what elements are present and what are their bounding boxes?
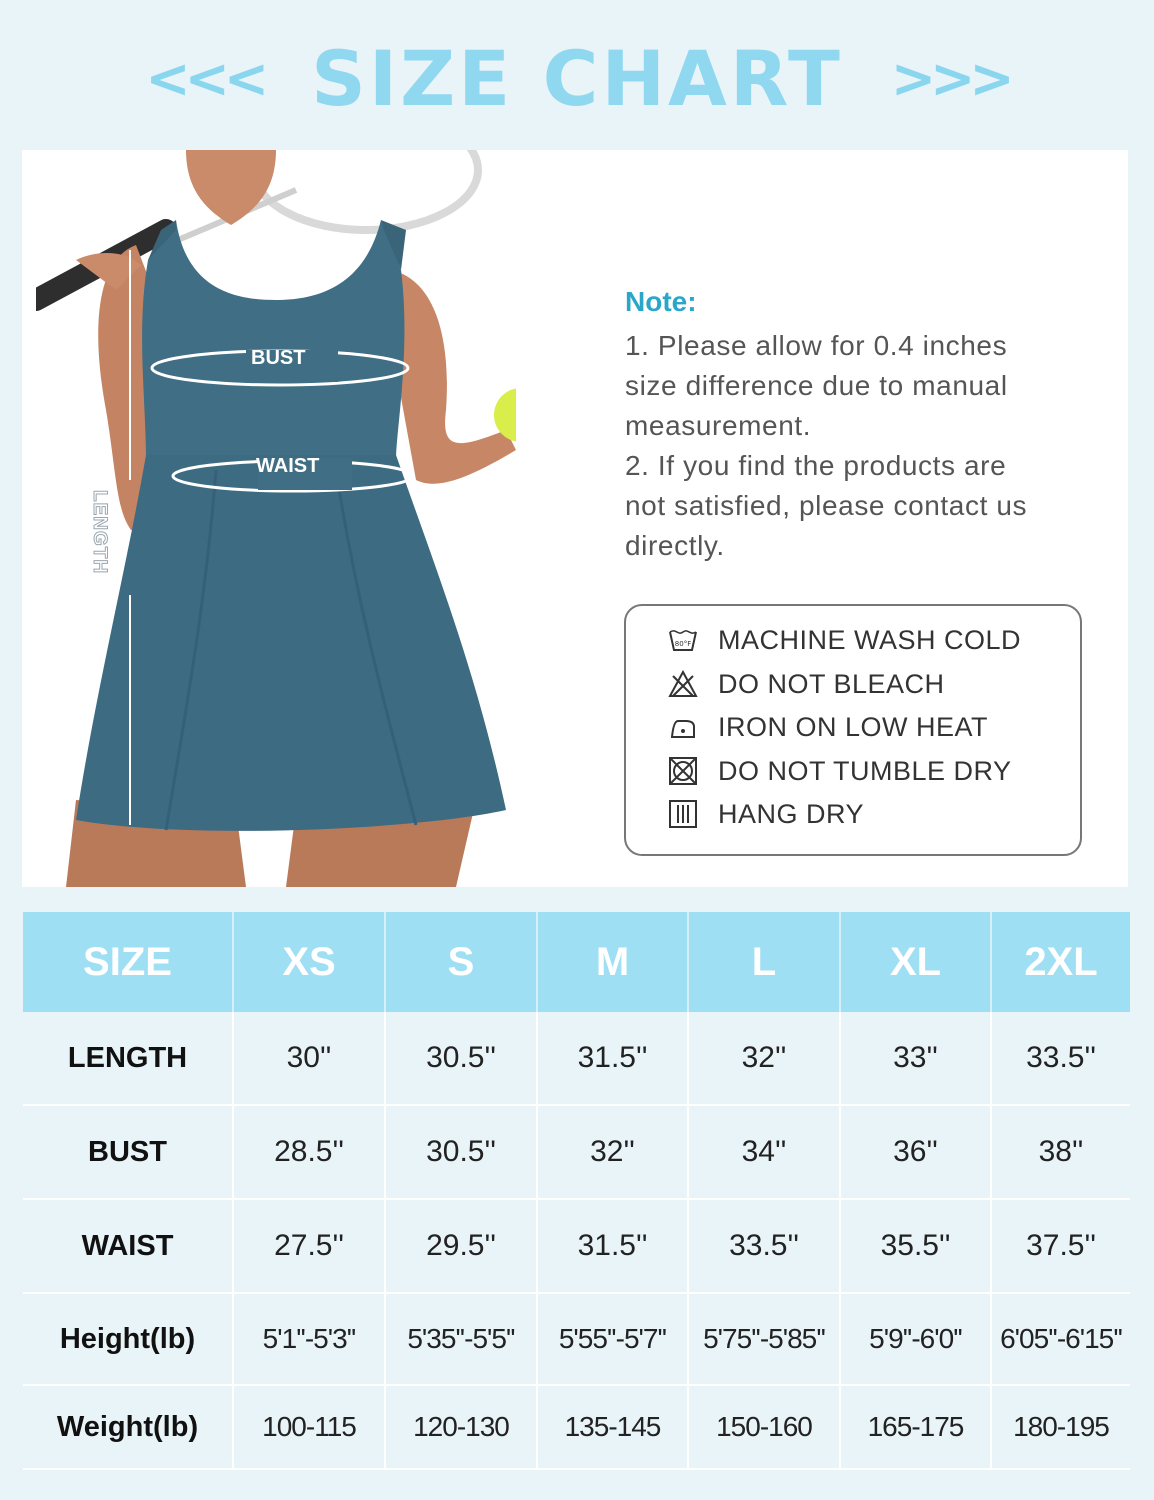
length-label: LENGTH bbox=[89, 490, 110, 575]
note-heading: Note: bbox=[625, 286, 697, 317]
table-cell: 5'35''-5'5'' bbox=[385, 1293, 537, 1385]
table-cell: 29.5'' bbox=[385, 1199, 537, 1293]
care-instructions-box bbox=[624, 604, 1082, 856]
table-cell: 5'9''-6'0'' bbox=[840, 1293, 991, 1385]
title-left-arrows: <<< bbox=[145, 46, 264, 110]
note-line: directly. bbox=[625, 530, 725, 561]
header-size: SIZE bbox=[23, 912, 233, 1012]
table-cell: 6'05''-6'15'' bbox=[991, 1293, 1130, 1385]
size-table bbox=[23, 912, 1130, 1470]
table-cell: 30'' bbox=[233, 1012, 385, 1105]
table-cell: 30.5'' bbox=[385, 1105, 537, 1199]
waist-label: WAIST bbox=[256, 455, 320, 477]
table-cell: 35.5'' bbox=[840, 1199, 991, 1293]
row-label: LENGTH bbox=[23, 1012, 233, 1105]
row-label: Weight(lb) bbox=[23, 1385, 233, 1469]
table-cell: 135-145 bbox=[537, 1385, 688, 1469]
table-cell: 27.5'' bbox=[233, 1199, 385, 1293]
hang-dry-icon bbox=[668, 799, 698, 829]
note-line: 1. Please allow for 0.4 inches bbox=[625, 330, 1008, 361]
care-item bbox=[668, 709, 988, 745]
care-item bbox=[668, 622, 1021, 658]
table-row bbox=[23, 1293, 1130, 1385]
table-cell: 28.5'' bbox=[233, 1105, 385, 1199]
header-l: L bbox=[688, 912, 840, 1012]
note-section bbox=[625, 286, 1095, 566]
table-row bbox=[23, 1105, 1130, 1199]
table-cell: 165-175 bbox=[840, 1385, 991, 1469]
header-m: M bbox=[537, 912, 688, 1012]
note-line: not satisfied, please contact us bbox=[625, 490, 1028, 521]
table-cell: 33.5'' bbox=[991, 1012, 1130, 1105]
header-xs: XS bbox=[233, 912, 385, 1012]
care-label: DO NOT BLEACH bbox=[718, 668, 945, 699]
care-label: HANG DRY bbox=[718, 798, 865, 829]
table-cell: 32'' bbox=[688, 1012, 840, 1105]
table-cell: 34'' bbox=[688, 1105, 840, 1199]
wash-cold-icon bbox=[668, 625, 698, 655]
model-figure bbox=[66, 150, 516, 887]
table-cell: 31.5'' bbox=[537, 1199, 688, 1293]
info-panel bbox=[22, 150, 1128, 887]
header-2xl: 2XL bbox=[991, 912, 1130, 1012]
table-cell: 180-195 bbox=[991, 1385, 1130, 1469]
no-tumble-dry-icon bbox=[668, 756, 698, 786]
care-item bbox=[668, 796, 864, 832]
table-header-row bbox=[23, 912, 1130, 1012]
bust-label: BUST bbox=[251, 347, 306, 369]
table-cell: 33'' bbox=[840, 1012, 991, 1105]
table-cell: 5'55''-5'7'' bbox=[537, 1293, 688, 1385]
table-row bbox=[23, 1012, 1130, 1105]
care-label: DO NOT TUMBLE DRY bbox=[718, 755, 1012, 786]
table-row bbox=[23, 1385, 1130, 1469]
table-cell: 100-115 bbox=[233, 1385, 385, 1469]
row-label: WAIST bbox=[23, 1199, 233, 1293]
table-cell: 33.5'' bbox=[688, 1199, 840, 1293]
table-cell: 36'' bbox=[840, 1105, 991, 1199]
care-item bbox=[668, 666, 945, 702]
table-cell: 120-130 bbox=[385, 1385, 537, 1469]
note-line: size difference due to manual bbox=[625, 370, 1008, 401]
table-cell: 150-160 bbox=[688, 1385, 840, 1469]
row-label: BUST bbox=[23, 1105, 233, 1199]
no-bleach-icon bbox=[668, 669, 698, 699]
care-label: IRON ON LOW HEAT bbox=[718, 711, 989, 742]
care-item bbox=[668, 753, 1012, 789]
table-cell: 32'' bbox=[537, 1105, 688, 1199]
table-cell: 5'75''-5'85'' bbox=[688, 1293, 840, 1385]
table-cell: 31.5'' bbox=[537, 1012, 688, 1105]
care-label: MACHINE WASH COLD bbox=[718, 624, 1022, 655]
table-cell: 5'1''-5'3'' bbox=[233, 1293, 385, 1385]
size-chart-title bbox=[0, 28, 1154, 128]
page-title: SIZE CHART bbox=[311, 33, 843, 123]
table-row bbox=[23, 1199, 1130, 1293]
title-right-arrows: >>> bbox=[890, 46, 1009, 110]
header-s: S bbox=[385, 912, 537, 1012]
note-line: measurement. bbox=[625, 410, 812, 441]
note-line: 2. If you find the products are bbox=[625, 450, 1007, 481]
table-cell: 30.5'' bbox=[385, 1012, 537, 1105]
iron-low-icon bbox=[668, 712, 698, 742]
table-cell: 38'' bbox=[991, 1105, 1130, 1199]
header-xl: XL bbox=[840, 912, 991, 1012]
table-cell: 37.5'' bbox=[991, 1199, 1130, 1293]
wash-temp-text: 80°F bbox=[674, 640, 692, 648]
row-label: Height(lb) bbox=[23, 1293, 233, 1385]
